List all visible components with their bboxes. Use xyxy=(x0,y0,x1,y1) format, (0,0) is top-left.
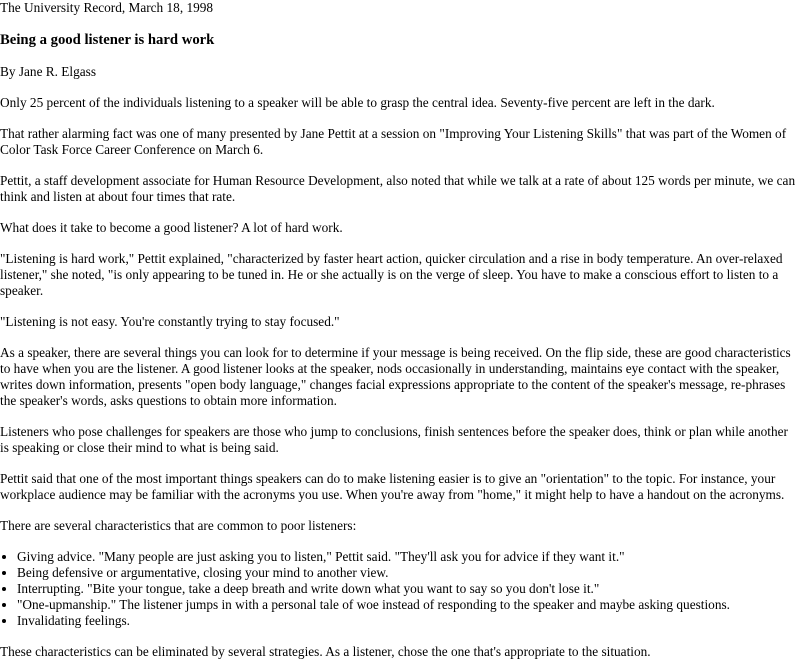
list-item: • Invalidating feelings. xyxy=(17,613,796,629)
list-item: • Giving advice. "Many people are just asking you to listen," Pettit said. "They'll ask you for advice if they want it." xyxy=(17,549,796,565)
paragraph: "Listening is hard work," Pettit explained, "characterized by faster heart action, quicker circulation and a rise in body temperature. An over-relaxed listener," she noted, "is only appearing to be tuned in. He or she actually is on the verge of sleep. You have to make a conscious effort to listen to a speaker. xyxy=(0,251,783,298)
paragraph: "Listening is not easy. You're constantly trying to stay focused." xyxy=(0,314,340,329)
paragraph: As a speaker, there are several things you can look for to determine if your message is being received. On the flip side, these are good characteristics to have when you are the listener. A good listener looks at the speaker, nods occasionally in understanding, maintains eye contact with the speaker, writes down information, presents "open body language," changes facial expressions appropriate to the content of the speaker's message, re-phrases the speaker's words, asks questions to obtain more information. xyxy=(0,345,791,408)
paragraph: Pettit said that one of the most important things speakers can do to make listening easier is to give an "orientation" to the topic. For instance, your workplace audience may be familiar with the acronyms you use. When you're away from "home," it might help to have a handout on the acronyms. xyxy=(0,471,785,502)
paragraph: Only 25 percent of the individuals listening to a speaker will be able to grasp the central idea. Seventy-five percent are left in the dark. xyxy=(0,95,715,110)
paragraph: Listeners who pose challenges for speakers are those who jump to conclusions, finish sentences before the speaker does, think or plan while another is speaking or close their mind to what is being said. xyxy=(0,424,788,455)
poor-listener-traits-list xyxy=(0,549,796,629)
dateline: The University Record, March 18, 1998 xyxy=(0,0,214,15)
byline: By Jane R. Elgass xyxy=(0,64,97,79)
list-item: • "One-upmanship." The listener jumps in with a personal tale of woe instead of responding to the speaker and maybe asking questions. xyxy=(17,597,796,613)
paragraph: What does it take to become a good listener? A lot of hard work. xyxy=(0,220,343,235)
list-item: • Interrupting. "Bite your tongue, take a deep breath and write down what you want to say so you don't lose it." xyxy=(17,581,796,597)
list-item: • Being defensive or argumentative, closing your mind to another view. xyxy=(17,565,796,581)
closing-paragraph: These characteristics can be eliminated by several strategies. As a listener, chose the one that's appropriate to the situation. xyxy=(0,644,651,659)
paragraph: That rather alarming fact was one of many presented by Jane Pettit at a session on "Improving Your Listening Skills" that was part of the Women of Color Task Force Career Conference on March 6. xyxy=(0,126,787,157)
paragraph: Pettit, a staff development associate for Human Resource Development, also noted that while we talk at a rate of about 125 words per minute, we can think and listen at about four times that rate. xyxy=(0,173,796,204)
paragraph: There are several characteristics that are common to poor listeners: xyxy=(0,518,357,533)
article-title: Being a good listener is hard work xyxy=(0,32,215,48)
